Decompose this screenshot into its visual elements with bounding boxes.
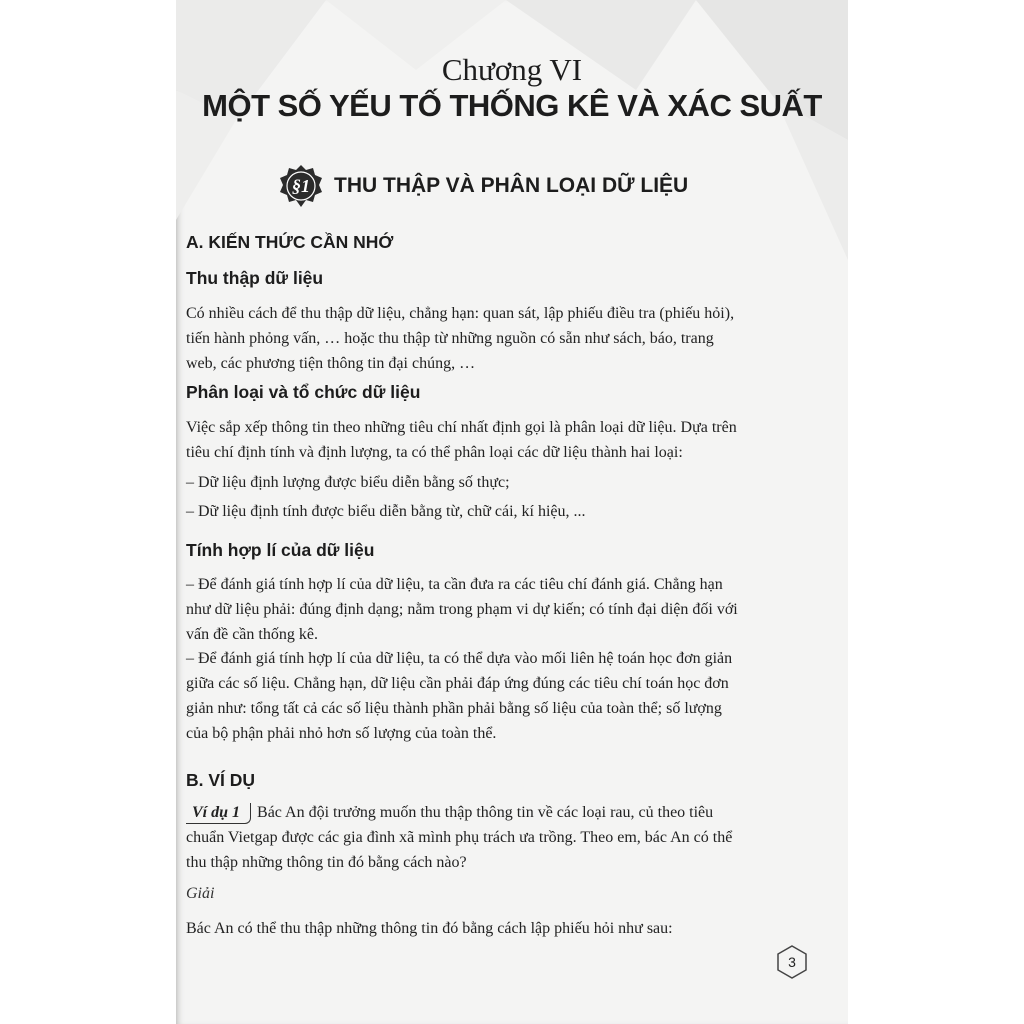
text-line: web, các phương tiện thông tin đại chúng, … xyxy=(186,355,476,372)
validity-heading: Tính hợp lí của dữ liệu xyxy=(186,540,375,560)
example-1 xyxy=(186,800,796,875)
text-line: Việc sắp xếp thông tin theo những tiêu chí nhất định gọi là phân loại dữ liệu. Dựa trên xyxy=(186,419,737,436)
collect-heading: Thu thập dữ liệu xyxy=(186,268,324,288)
example-1-line-1: Bác An đội trưởng muốn thu thập thông tin về các loại rau, củ theo tiêu xyxy=(257,804,714,821)
book-page xyxy=(176,0,848,1024)
part-a-heading: A. KIẾN THỨC CẦN NHỚ xyxy=(186,232,394,252)
text-line: tiến hành phỏng vấn, … hoặc thu thập từ những nguồn có sẵn như sách, báo, trang xyxy=(186,330,714,347)
text-line: giản như: tổng tất cả các số liệu thành phần phải bằng số liệu của toàn thể; số lượng xyxy=(186,700,722,717)
text-line: giữa các số liệu. Chẳng hạn, dữ liệu cần phải đáp ứng đúng các tiêu chí toán học đơn xyxy=(186,675,729,692)
page-number-badge xyxy=(774,944,810,980)
example-1-tag: Ví dụ 1 xyxy=(186,803,251,824)
text-line: của bộ phận phải nhỏ hơn số lượng của toàn thể. xyxy=(186,725,497,742)
text-line: – Để đánh giá tính hợp lí của dữ liệu, ta có thể dựa vào mối liên hệ toán học đơn giản xyxy=(186,650,733,667)
text-line: tiêu chí định tính và định lượng, ta có thể phân loại các dữ liệu thành hai loại: xyxy=(186,444,683,461)
section-badge-icon xyxy=(278,163,324,209)
section-badge-label: §1 xyxy=(292,175,310,196)
solution-label: Giải xyxy=(186,885,215,902)
section-title: THU THẬP VÀ PHÂN LOẠI DỮ LIỆU xyxy=(334,174,689,197)
text-line xyxy=(186,800,796,825)
text-line: vấn đề cần thống kê. xyxy=(186,626,318,643)
text-line: như dữ liệu phải: đúng định dạng; nằm trong phạm vi dự kiến; có tính đại diện đối với xyxy=(186,601,738,618)
classify-paragraph xyxy=(186,415,796,465)
chapter-title: MỘT SỐ YẾU TỐ THỐNG KÊ VÀ XÁC SUẤT xyxy=(202,88,822,123)
text-line: chuẩn Vietgap được các gia đình xã mình phụ trách ưa trồng. Theo em, bác An có thể xyxy=(186,829,733,846)
validity-paragraph-2 xyxy=(186,646,796,746)
text-line: Có nhiều cách để thu thập dữ liệu, chẳng hạn: quan sát, lập phiếu điều tra (phiếu hỏi), xyxy=(186,305,735,322)
decorative-facet-background xyxy=(176,0,848,300)
solution-text: Bác An có thể thu thập những thông tin đó bằng cách lập phiếu hỏi như sau: xyxy=(186,920,673,937)
validity-paragraph-1 xyxy=(186,572,796,647)
chapter-label: Chương VI xyxy=(441,52,583,87)
collect-paragraph xyxy=(186,301,796,376)
part-b-heading: B. VÍ DỤ xyxy=(186,770,256,790)
bullet-qualitative: – Dữ liệu định tính được biểu diễn bằng từ, chữ cái, kí hiệu, ... xyxy=(186,503,586,520)
classify-heading: Phân loại và tổ chức dữ liệu xyxy=(186,382,421,402)
bullet-quantitative: – Dữ liệu định lượng được biểu diễn bằng số thực; xyxy=(186,474,510,491)
page-number: 3 xyxy=(788,954,796,970)
section-heading xyxy=(278,162,688,210)
text-line: – Để đánh giá tính hợp lí của dữ liệu, ta cần đưa ra các tiêu chí đánh giá. Chẳng hạn xyxy=(186,576,723,593)
text-line: thu thập những thông tin đó bằng cách nào? xyxy=(186,854,467,871)
